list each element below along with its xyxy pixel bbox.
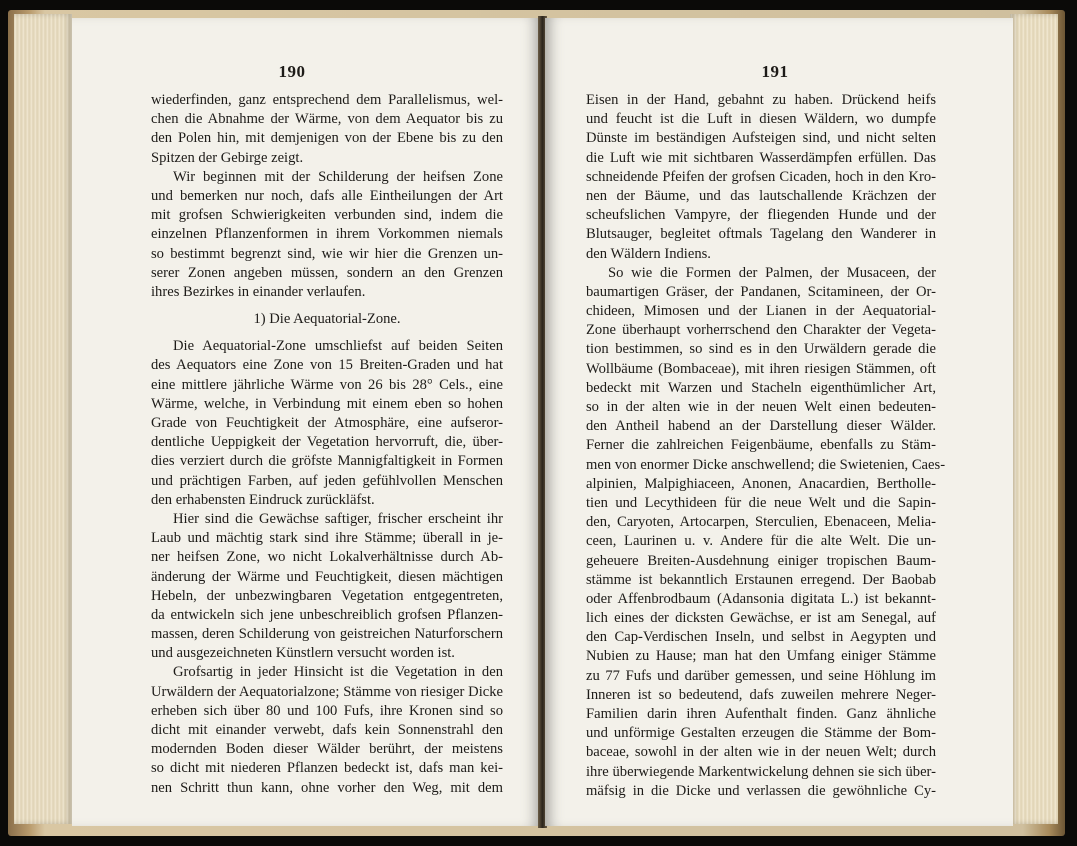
text-line: so in der alten wie in der neuen Welt einen bedeuten- bbox=[586, 399, 936, 415]
text-line: Spitzen der Gebirge zeigt. bbox=[151, 149, 304, 166]
text-line: und prächtigen Farben, auf jeden gefühlvollen Menschen bbox=[151, 472, 503, 489]
text-line: Wollbäume (Bombaceae), mit ihren riesigen Stämmen, oft bbox=[586, 360, 936, 377]
section-heading: 1) Die Aequatorial-Zone. bbox=[253, 311, 401, 328]
text-line: Ferner die zahlreichen Feigenbäume, ebenfalls zu Stäm- bbox=[586, 437, 936, 454]
text-line: Die Aequatorial-Zone umschliefst auf beiden Seiten bbox=[173, 338, 503, 355]
text-line: des Aequators eine Zone von 15 Breiten-Graden und hat bbox=[151, 357, 503, 374]
page-number: 190 bbox=[278, 62, 306, 81]
text-line: stämme ist bekanntlich Erstaunen erregend. Der Baobab bbox=[586, 571, 936, 588]
text-line: Dünste im beständigen Aufsteigen sind, und nicht selten bbox=[586, 130, 936, 147]
text-line: Wärme, welche, in Verbindung mit einem eben so hohen bbox=[151, 395, 503, 412]
text-line: so dicht mit niederen Pflanzen bedeckt ist, dafs man kei- bbox=[151, 760, 503, 777]
left-page bbox=[72, 18, 540, 826]
text-line: eine mittlere jährliche Wärme von 26 bis 28° Cels., eine bbox=[151, 376, 503, 393]
text-line: Wir beginnen mit der Schilderung der heifsen Zone bbox=[173, 168, 503, 185]
text-line: den, Caryoten, Artocarpen, Sterculien, Ebenaceen, Melia- bbox=[586, 514, 936, 531]
text-line: und bemerken nur noch, dafs alle Eintheilungen der Art bbox=[151, 187, 503, 204]
text-line: so bestimmt begrenzt sind, wie wir hier die Grenzen un- bbox=[151, 245, 503, 262]
text-line: dentliche Ueppigkeit der Vegetation hervorruft, die, über- bbox=[151, 434, 503, 451]
text-line: tion bestimmen, so sind es in den Urwäldern gerade die bbox=[586, 341, 936, 358]
text-line: baceae, sowohl in der alten wie in der neuen Welt; durch bbox=[586, 744, 936, 761]
text-line: zu 77 Fufs und darüber gemessen, und seine Höhlung im bbox=[586, 667, 936, 684]
text-line: einzelnen Pflanzenformen in ihrem Vorkommen niemals bbox=[151, 226, 503, 243]
text-line: nen der Bäume, und das lautschallende Krächzen der bbox=[586, 187, 936, 204]
text-line: wiederfinden, ganz entsprechend dem Parallelismus, wel- bbox=[151, 92, 503, 108]
text-line: Urwäldern der Aequatorialzone; Stämme von riesiger Dicke bbox=[151, 683, 503, 700]
page-number: 191 bbox=[761, 62, 789, 81]
text-line: serer Zonen angeben müssen, sondern an den Grenzen bbox=[151, 264, 503, 281]
text-line: mit grofsen Schwierigkeiten verbunden sind, indem die bbox=[151, 207, 503, 224]
text-line: Grofsartig in jeder Hinsicht ist die Vegetation in den bbox=[173, 664, 503, 681]
text-line: nen Schritt thun kann, ohne vorher den Weg, mit dem bbox=[151, 779, 503, 796]
text-line: da entwickeln sich jene unbeschreiblich grofsen Pflanzen- bbox=[151, 606, 503, 623]
text-line: scheufslichen Vampyre, der fliegenden Hunde und der bbox=[586, 207, 936, 224]
text-line: den Cap-Verdischen Inseln, und selbst in Aegypten und bbox=[586, 629, 936, 646]
text-line: chen die Abnahme der Wärme, von dem Aequator bis zu bbox=[151, 111, 503, 128]
text-line: bedeckt mit Warzen und Stacheln eigenthümlicher Art, bbox=[586, 379, 936, 396]
text-line: den Polen hin, mit demjenigen von der Ebene bis zu den bbox=[151, 130, 503, 147]
text-line: den erhabensten Eindruck zurückläfst. bbox=[151, 491, 375, 508]
text-line: ner heifsen Zone, wo nicht Lokalverhältnisse durch Ab- bbox=[151, 549, 503, 566]
text-line: erheben sich über 80 und 100 Fufs, ihre Kronen sind so bbox=[151, 702, 503, 719]
text-line: baumartigen Gräser, der Pandanen, Scitamineen, der Or- bbox=[586, 283, 936, 300]
text-line: Familien darin ihren Aufenthalt finden. Ganz ähnliche bbox=[586, 706, 936, 722]
text-line: den Antheil habend an der Darstellung dieser Wälder. bbox=[586, 418, 936, 435]
text-line: und feucht ist die Luft in diesen Wäldern, wo dumpfe bbox=[586, 111, 936, 128]
text-line: tien und Lecythideen für die neue Welt und die Sapin- bbox=[586, 494, 936, 511]
text-line: Grade von Feuchtigkeit der Atmosphäre, eine aufseror- bbox=[151, 415, 503, 431]
page-text bbox=[586, 91, 946, 801]
text-line: dies verziert durch die gröfste Mannigfaltigkeit in Formen bbox=[151, 453, 503, 470]
text-line: chideen, Mimosen und der Lianen in der Aequatorial- bbox=[586, 303, 936, 320]
page-edges-left bbox=[14, 14, 72, 824]
text-line: geheuere Breiten-Ausdehnung einiger tropischen Baum- bbox=[586, 552, 936, 569]
text-line: modernden Boden dieser Wälder berührt, der meistens bbox=[151, 741, 503, 758]
text-line: massen, deren Schilderung von geistreichen Naturforschern bbox=[151, 626, 503, 643]
right-page bbox=[545, 18, 1013, 826]
text-line: den Wäldern Indiens. bbox=[586, 245, 711, 262]
text-line: Eisen in der Hand, gebahnt zu haben. Drückend heifs bbox=[586, 92, 936, 108]
text-line: Hier sind die Gewächse saftiger, frischer erscheint ihr bbox=[173, 510, 503, 527]
text-line: Blutsauger, begleitet oftmals Tagelang den Wanderer in bbox=[586, 226, 936, 243]
text-line: Laub und mächtig stark sind ihre Stämme; überall in je- bbox=[151, 530, 503, 547]
text-line: mäfsig in die Dicke und verlassen die gewöhnliche Cy- bbox=[586, 782, 936, 799]
text-line: ceen, Laurinen u. v. Andere für die alte Welt. Die un- bbox=[586, 533, 936, 550]
text-line: die Luft wie mit sichtbaren Wasserdämpfen erfüllen. Das bbox=[586, 149, 936, 166]
text-line: ihre überwiegende Markentwickelung dehnen sie sich über- bbox=[586, 763, 936, 780]
text-line: alpinien, Malpighiaceen, Anonen, Anacardien, Bertholle- bbox=[586, 475, 936, 492]
text-line: Zone überhaupt vorherrschend den Charakter der Vegeta- bbox=[586, 322, 936, 339]
text-line: Hebeln, der unbezwingbaren Vegetation entgegentreten, bbox=[151, 587, 503, 604]
text-line: Nubien zu Hause; man hat den Umfang einiger Stämme bbox=[586, 648, 936, 665]
text-line: änderung der Wärme und Feuchtigkeit, diesen mächtigen bbox=[151, 568, 503, 585]
page-text bbox=[151, 91, 503, 798]
text-line: und unförmige Gestalten erzeugen die Stämme der Bom- bbox=[586, 725, 936, 742]
text-line: men von enormer Dicke anschwellend; die Swietenien, Caes- bbox=[586, 456, 946, 473]
text-line: ihres Bezirkes in einander verlaufen. bbox=[151, 283, 366, 300]
page-edges-right bbox=[1010, 14, 1058, 824]
text-line: lich eines der dicksten Gewächse, er ist am Senegal, auf bbox=[586, 610, 936, 627]
text-line: So wie die Formen der Palmen, der Musaceen, der bbox=[608, 264, 936, 281]
text-line: oder Affenbrodbaum (Adansonia digitata L.) ist bekannt- bbox=[586, 590, 936, 607]
text-line: und ausgezeichneten Künstlern versucht worden ist. bbox=[151, 645, 455, 662]
text-line: Inneren ist so bedeutend, dafs zuweilen mehrere Neger- bbox=[586, 686, 936, 703]
text-line: schneidende Pfeifen der grofsen Cicaden, hoch in den Kro- bbox=[586, 168, 936, 185]
text-line: dicht mit einander verwebt, dafs kein Sonnenstrahl den bbox=[151, 722, 503, 738]
